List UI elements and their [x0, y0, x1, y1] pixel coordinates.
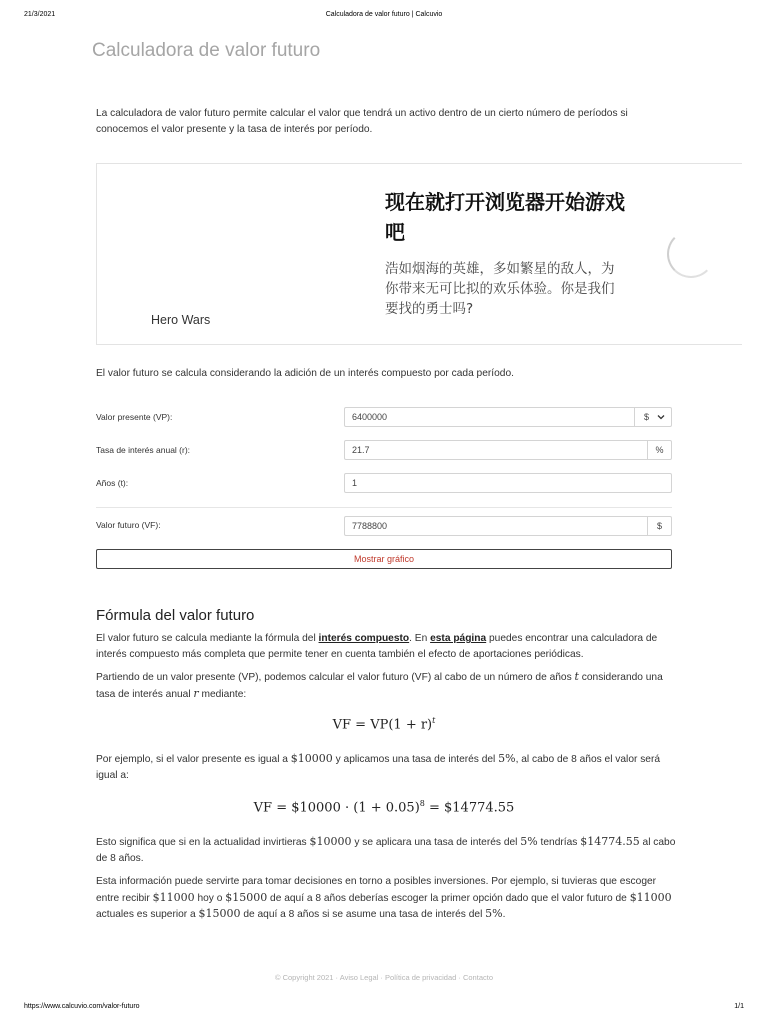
math-value: $11000: [152, 890, 195, 904]
interest-rate-label: Tasa de interés anual (r):: [96, 445, 191, 455]
text-span: mediante:: [198, 688, 247, 700]
formula-exponent: 8: [419, 799, 425, 808]
years-label: Años (t):: [96, 478, 129, 488]
currency-select-value: $: [644, 412, 650, 422]
text-span: .: [502, 909, 506, 920]
section-title: Fórmula del valor futuro: [96, 607, 255, 624]
print-date: 21/3/2021: [24, 11, 56, 18]
math-variable: t: [574, 670, 579, 683]
math-value: $15000: [198, 907, 241, 920]
math-value: $15000: [225, 890, 268, 904]
math-value: 5%: [498, 752, 516, 765]
chevron-down-icon: [657, 414, 665, 420]
text-span: puedes encontrar una calculadora de interés compuesto más completa que permite tener en cuenta también el efecto de aportaciones periódicas.: [96, 633, 658, 660]
math-value: 5%: [485, 907, 503, 920]
ad-body: 浩如烟海的英雄，多如繁星的敌人，为你带来无可比拟的欢乐体验。你是我们要找的勇士吗?: [385, 261, 615, 317]
text-span: . En: [409, 633, 431, 644]
formula-paragraph-4: [96, 834, 676, 866]
formula-text: VF = VP(1 + r): [332, 717, 433, 733]
footer-copyright[interactable]: © Copyright 2021 · Aviso Legal · Política de privacidad · Contacto: [274, 973, 493, 982]
calc-intro: El valor futuro se calcula considerando la adición de un interés compuesto por cada período.: [96, 368, 514, 379]
present-value-field[interactable]: [344, 407, 672, 427]
page-title: Calculadora de valor futuro: [92, 40, 321, 61]
years-input[interactable]: 1: [352, 478, 358, 488]
formula-text: VF = $10000 · (1 + 0.05): [253, 800, 420, 816]
interest-rate-field[interactable]: [344, 440, 672, 460]
text-span: y se aplicara una tasa de interés del: [351, 837, 521, 848]
formula-paragraph-3: [96, 751, 676, 783]
present-value-input[interactable]: 6400000: [352, 412, 388, 422]
math-variable: r: [193, 686, 199, 700]
text-span: considerando una tasa de interés anual: [96, 672, 663, 700]
text-span: actuales es superior a: [96, 909, 199, 920]
compound-interest-link[interactable]: interés compuesto: [318, 633, 410, 644]
show-chart-button[interactable]: Mostrar gráfico: [96, 549, 672, 569]
currency-select[interactable]: [634, 408, 671, 426]
percent-unit: %: [647, 441, 671, 459]
formula-result: = $14774.55: [424, 800, 515, 816]
math-value: $14774.55: [580, 835, 640, 848]
text-span: Esto significa que si en la actualidad invirtieras: [96, 837, 310, 848]
text-span: , al cabo de 8 años el valor será igual a:: [96, 754, 661, 781]
advertisement[interactable]: [96, 163, 742, 345]
text-span: hoy o: [194, 892, 226, 904]
present-value-label: Valor presente (VP):: [96, 412, 173, 422]
ad-headline[interactable]: 现在就打开浏览器开始游戏吧: [385, 190, 625, 244]
print-header: [24, 11, 744, 18]
future-value-currency: $: [647, 517, 671, 535]
formula-example: [96, 799, 672, 815]
formula-paragraph-5: [96, 874, 676, 923]
this-page-link[interactable]: esta página: [430, 633, 487, 644]
text-span: Partiendo de un valor presente (VP), podemos calcular el valor futuro (VF) al cabo de un número de años: [96, 672, 575, 683]
text-span: de aquí a 8 años deberías escoger la primer opción dado que el valor futuro de: [267, 892, 630, 904]
math-value: $10000: [309, 835, 352, 848]
print-page-number: 1/1: [734, 1003, 744, 1010]
text-span: Esta información puede servirte para tomar decisiones en torno a posibles inversiones. Por ejemplo, si tuvieras que escoger entre recibir: [96, 876, 657, 904]
text-span: El valor futuro se calcula mediante la fórmula del: [96, 633, 319, 644]
years-field[interactable]: [344, 473, 672, 493]
math-value: $10000: [290, 752, 333, 765]
form-divider: [96, 507, 672, 508]
ad-brand: Hero Wars: [151, 313, 211, 327]
text-span: de aquí a 8 años si se asume una tasa de interés del: [240, 909, 486, 920]
intro-paragraph: La calculadora de valor futuro permite calcular el valor que tendrá un activo dentro de un cierto número de períodos si conocemos el valor presente y la tasa de interés por período.: [96, 108, 628, 135]
print-page-title: Calculadora de valor futuro | Calcuvio: [325, 11, 443, 18]
future-value-output[interactable]: 7788800: [352, 521, 388, 531]
text-span: tendrías: [537, 837, 581, 848]
math-value: $11000: [629, 890, 672, 904]
formula-exponent: t: [432, 716, 436, 725]
future-value-label: Valor futuro (VF):: [96, 520, 161, 530]
math-value: 5%: [520, 835, 538, 848]
text-span: y aplicamos una tasa de interés del: [332, 754, 499, 765]
future-value-field[interactable]: [344, 516, 672, 536]
formula-general: [96, 716, 672, 732]
loading-spinner-icon: [667, 230, 715, 278]
print-url: https://www.calcuvio.com/valor-futuro: [24, 1003, 140, 1010]
formula-paragraph-2: [96, 669, 676, 702]
print-footer: [24, 1003, 744, 1010]
formula-paragraph-1: [96, 631, 676, 662]
interest-rate-input[interactable]: 21.7: [352, 445, 370, 455]
text-span: al cabo de 8 años.: [96, 837, 676, 864]
text-span: Por ejemplo, si el valor presente es igual a: [96, 754, 291, 765]
